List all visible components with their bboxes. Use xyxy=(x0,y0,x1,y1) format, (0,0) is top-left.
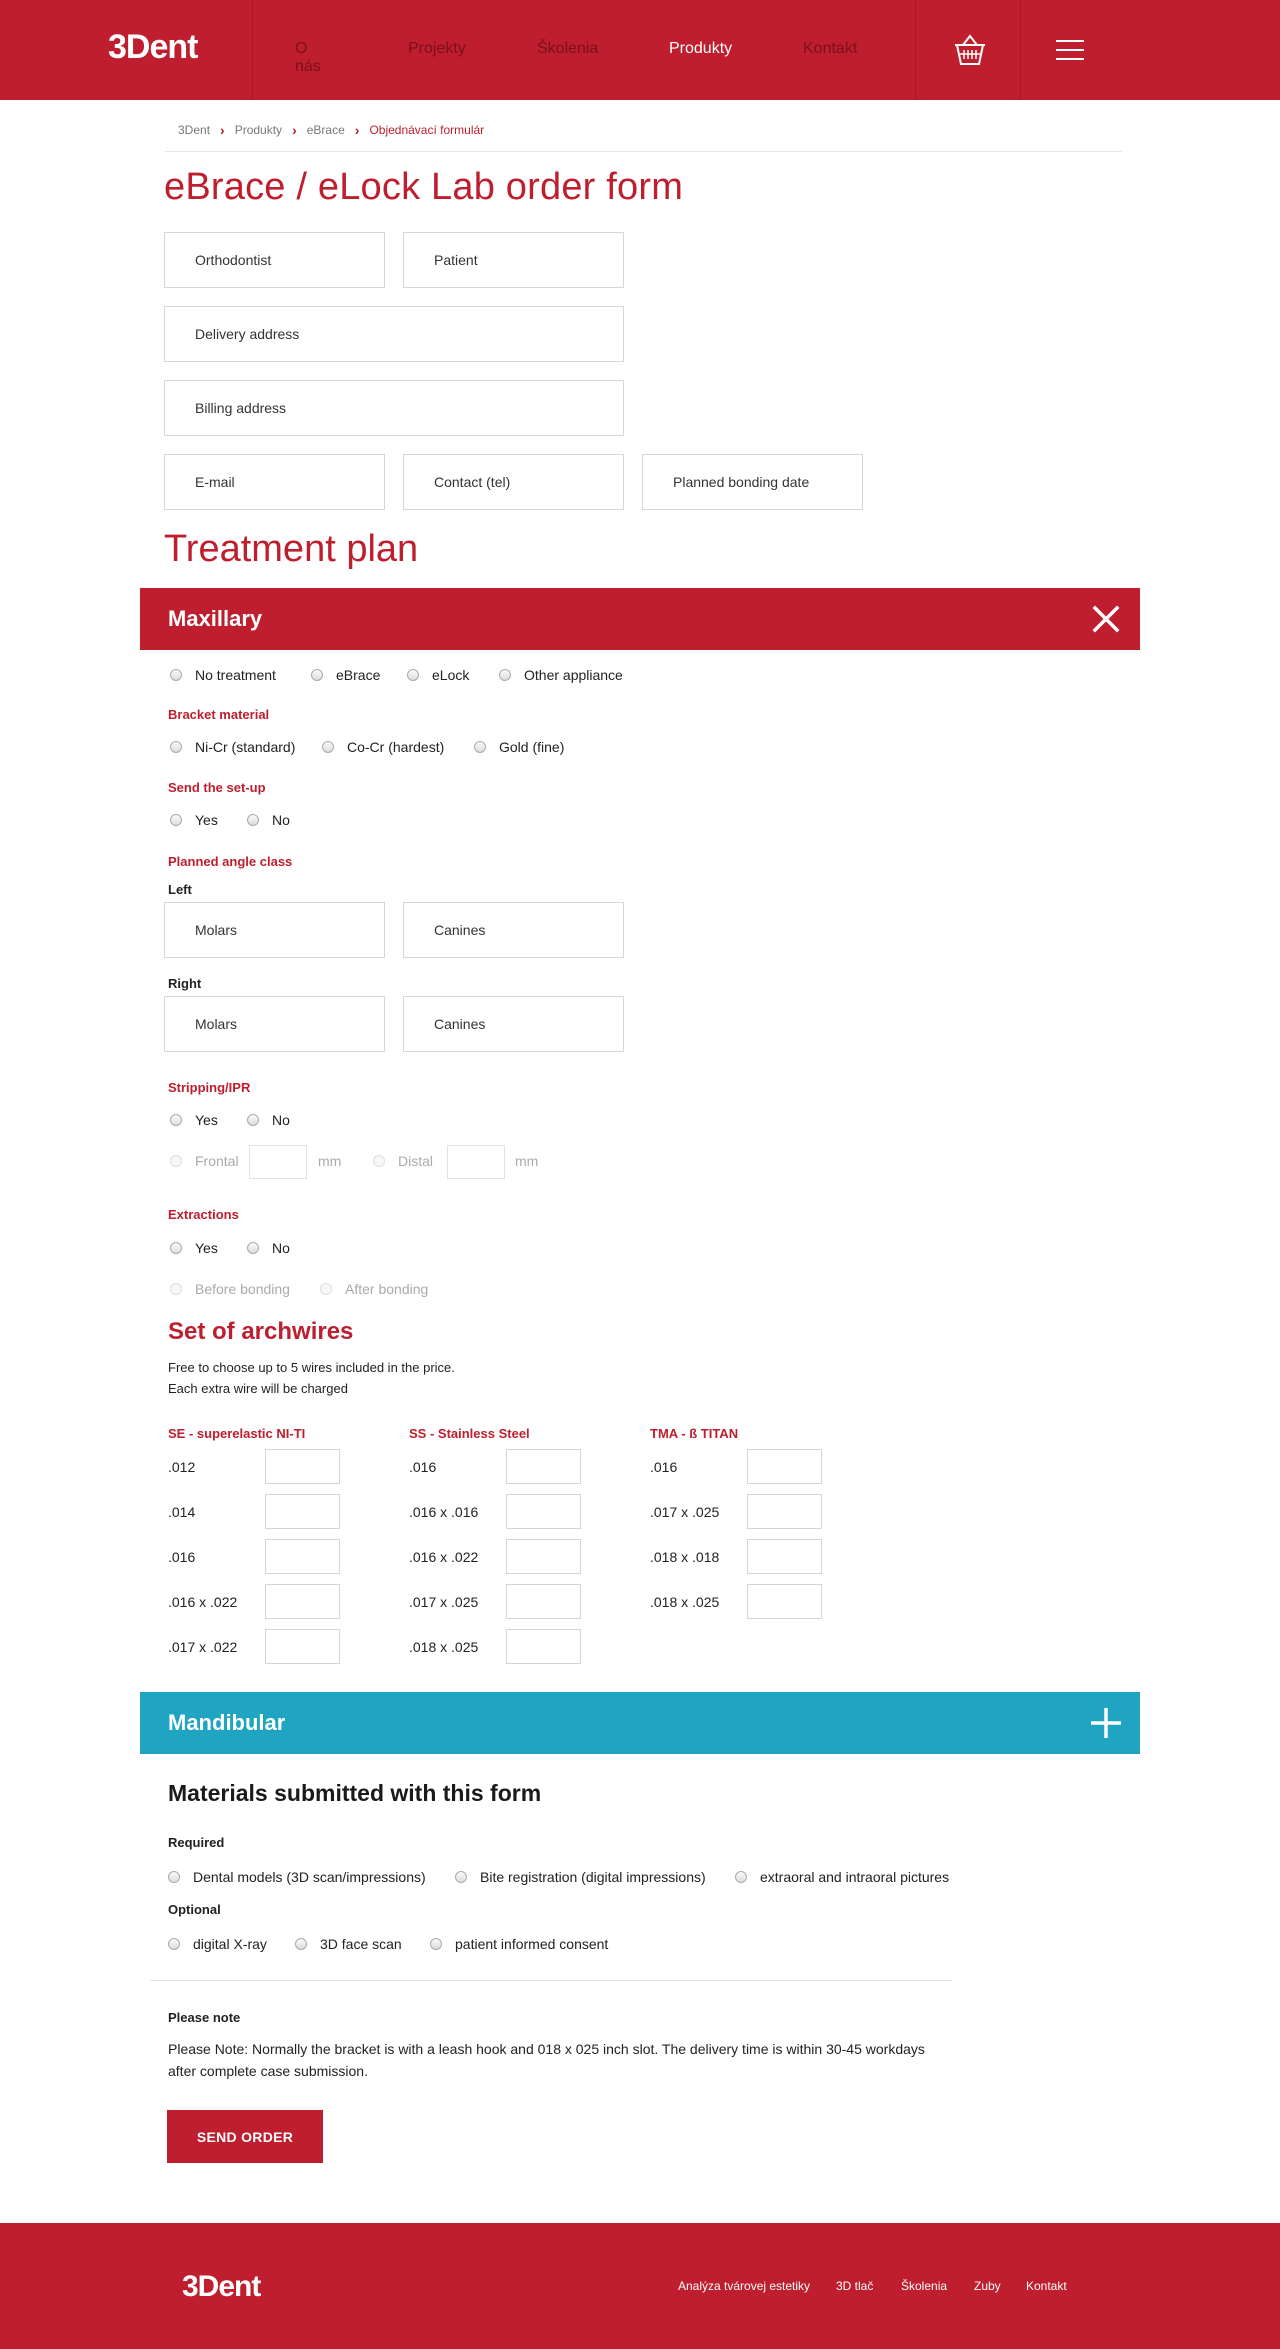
radio-label: After bonding xyxy=(345,1281,429,1297)
radio-icon[interactable] xyxy=(430,1938,442,1950)
appliance-radio[interactable] xyxy=(407,667,469,683)
chevron-right-icon: › xyxy=(354,122,360,138)
wire-size-label: .016 xyxy=(409,1459,437,1475)
extractions-no-radio[interactable] xyxy=(247,1240,290,1256)
radio-label: patient informed consent xyxy=(455,1936,609,1952)
orthodontist-field[interactable]: Orthodontist xyxy=(164,232,385,288)
footer-link[interactable]: 3D tlač xyxy=(836,2279,874,2293)
wire-size-label: .012 xyxy=(168,1459,196,1475)
wire-size-label: .016 x .016 xyxy=(409,1504,479,1520)
radio-label: No xyxy=(272,812,290,828)
radio-icon[interactable] xyxy=(170,1114,182,1126)
stripping-label: Stripping/IPR xyxy=(168,1080,251,1095)
distal-mm-input[interactable] xyxy=(447,1145,505,1179)
distal-radio[interactable] xyxy=(373,1153,433,1169)
contact-tel-field[interactable]: Contact (tel) xyxy=(403,454,624,510)
radio-icon[interactable] xyxy=(170,741,182,753)
chevron-right-icon: › xyxy=(220,122,225,138)
nav-item-o-nas[interactable]: O nás xyxy=(295,40,321,75)
radio-icon[interactable] xyxy=(170,669,182,681)
patient-field[interactable]: Patient xyxy=(403,232,624,288)
radio-label: Dental models (3D scan/impressions) xyxy=(193,1869,426,1885)
wire-quantity-input[interactable] xyxy=(265,1584,340,1619)
wire-quantity-input[interactable] xyxy=(506,1449,581,1484)
wire-quantity-input[interactable] xyxy=(506,1584,581,1619)
send-order-button[interactable]: SEND ORDER xyxy=(167,2110,323,2163)
radio-label: Before bonding xyxy=(195,1281,290,1297)
radio-icon[interactable] xyxy=(170,1155,182,1167)
radio-icon[interactable] xyxy=(295,1938,307,1950)
radio-icon[interactable] xyxy=(407,669,419,681)
wire-size-label: .017 x .025 xyxy=(409,1594,479,1610)
radio-label: No xyxy=(272,1240,290,1256)
after-bonding-radio[interactable] xyxy=(320,1281,428,1297)
bracket-material-radio[interactable] xyxy=(170,739,295,755)
please-note-label: Please note xyxy=(168,2010,241,2025)
radio-icon[interactable] xyxy=(735,1871,747,1883)
page-title: eBrace / eLock Lab order form xyxy=(164,166,684,208)
radio-label: 3D face scan xyxy=(320,1936,402,1952)
optional-material-radio[interactable] xyxy=(168,1936,267,1952)
radio-icon[interactable] xyxy=(499,669,511,681)
unit-label: mm xyxy=(318,1153,342,1169)
bracket-material-label: Bracket material xyxy=(168,707,270,722)
panel-title: Maxillary xyxy=(168,606,263,631)
wire-group-title: SS - Stainless Steel xyxy=(409,1426,530,1441)
nav-item-skolenia[interactable]: Školenia xyxy=(537,40,599,57)
menu-icon[interactable] xyxy=(1056,40,1084,60)
appliance-radio[interactable] xyxy=(170,667,276,683)
radio-icon[interactable] xyxy=(320,1283,332,1295)
wire-size-label: .016 x .022 xyxy=(168,1594,238,1610)
nav-item-produkty[interactable]: Produkty xyxy=(669,40,733,57)
radio-label: Yes xyxy=(195,1112,218,1128)
right-molars-field[interactable]: Molars xyxy=(164,996,385,1052)
radio-icon[interactable] xyxy=(168,1871,180,1883)
wire-quantity-input[interactable] xyxy=(265,1449,340,1484)
billing-address-field[interactable]: Billing address xyxy=(164,380,624,436)
section-title: Treatment plan xyxy=(164,528,419,570)
breadcrumb xyxy=(178,122,484,138)
radio-icon[interactable] xyxy=(170,814,182,826)
radio-label: Yes xyxy=(195,812,218,828)
archwires-note: Each extra wire will be charged xyxy=(168,1381,348,1396)
radio-icon[interactable] xyxy=(170,1283,182,1295)
maxillary-panel-header[interactable] xyxy=(140,588,1140,650)
radio-label: Co-Cr (hardest) xyxy=(347,739,445,755)
radio-label: No treatment xyxy=(195,667,276,683)
radio-icon[interactable] xyxy=(247,814,259,826)
footer-logo[interactable]: 3Dent xyxy=(182,2270,261,2303)
optional-material-radio[interactable] xyxy=(295,1936,402,1952)
wire-quantity-input[interactable] xyxy=(747,1449,822,1484)
bonding-date-field[interactable]: Planned bonding date xyxy=(642,454,863,510)
archwires-title: Set of archwires xyxy=(168,1318,354,1345)
radio-label: eLock xyxy=(432,667,470,683)
required-label: Required xyxy=(168,1835,225,1850)
breadcrumb-current: Objednávací formulár xyxy=(369,123,485,137)
breadcrumb-item[interactable]: 3Dent xyxy=(178,123,211,137)
right-canines-field[interactable]: Canines xyxy=(403,996,624,1052)
radio-label: extraoral and intraoral pictures xyxy=(760,1869,950,1885)
optional-material-radio[interactable] xyxy=(430,1936,608,1952)
radio-label: Other appliance xyxy=(524,667,623,683)
radio-icon[interactable] xyxy=(455,1871,467,1883)
radio-label: No xyxy=(272,1112,290,1128)
divider xyxy=(165,151,1122,152)
archwires-note: Free to choose up to 5 wires included in the price. xyxy=(168,1360,455,1375)
left-canines-field[interactable]: Canines xyxy=(403,902,624,958)
before-bonding-radio[interactable] xyxy=(170,1281,290,1297)
radio-icon[interactable] xyxy=(170,1242,182,1254)
close-icon[interactable] xyxy=(1090,603,1122,635)
left-molars-field[interactable]: Molars xyxy=(164,902,385,958)
required-material-radio[interactable] xyxy=(735,1869,949,1885)
delivery-address-field[interactable]: Delivery address xyxy=(164,306,624,362)
radio-icon[interactable] xyxy=(247,1242,259,1254)
divider xyxy=(150,1980,952,1981)
setup-no-radio[interactable] xyxy=(247,812,290,828)
site-logo[interactable]: 3Dent xyxy=(108,28,198,66)
chevron-right-icon: › xyxy=(292,122,297,138)
plus-icon[interactable] xyxy=(1090,1707,1122,1739)
breadcrumb-item[interactable]: eBrace xyxy=(306,123,345,137)
email-field[interactable]: E-mail xyxy=(164,454,385,510)
radio-label: Frontal xyxy=(195,1153,239,1169)
wire-size-label: .018 x .025 xyxy=(650,1594,720,1610)
nav-item-projekty[interactable]: Projekty xyxy=(408,40,466,57)
radio-label: Bite registration (digital impressions) xyxy=(480,1869,706,1885)
wire-size-label: .016 x .022 xyxy=(409,1549,479,1565)
stripping-yes-radio[interactable] xyxy=(170,1112,218,1128)
wire-size-label: .016 xyxy=(168,1549,196,1565)
setup-yes-radio[interactable] xyxy=(170,812,218,828)
extractions-label: Extractions xyxy=(168,1207,239,1222)
radio-label: digital X-ray xyxy=(193,1936,267,1952)
required-material-radio[interactable] xyxy=(168,1869,426,1885)
radio-label: eBrace xyxy=(336,667,381,683)
optional-label: Optional xyxy=(168,1902,221,1917)
wire-quantity-input[interactable] xyxy=(506,1494,581,1529)
wire-size-label: .018 x .018 xyxy=(650,1549,720,1565)
frontal-mm-input[interactable] xyxy=(249,1145,307,1179)
wire-group-title: TMA - ß TITAN xyxy=(650,1426,739,1441)
radio-icon[interactable] xyxy=(322,741,334,753)
wire-quantity-input[interactable] xyxy=(747,1539,822,1574)
materials-title: Materials submitted with this form xyxy=(168,1780,542,1806)
nav-item-kontakt[interactable]: Kontakt xyxy=(803,40,858,57)
extractions-yes-radio[interactable] xyxy=(170,1240,218,1256)
stripping-no-radio[interactable] xyxy=(247,1112,290,1128)
left-label: Left xyxy=(168,882,192,897)
mandibular-panel-header[interactable] xyxy=(140,1692,1140,1754)
radio-label: Gold (fine) xyxy=(499,739,565,755)
radio-label: Yes xyxy=(195,1240,218,1256)
wire-quantity-input[interactable] xyxy=(265,1539,340,1574)
radio-icon[interactable] xyxy=(247,1114,259,1126)
frontal-radio[interactable] xyxy=(170,1153,239,1169)
appliance-radio[interactable] xyxy=(311,667,380,683)
site-header xyxy=(0,0,1280,100)
bracket-material-radio[interactable] xyxy=(474,739,564,755)
wire-size-label: .017 x .022 xyxy=(168,1639,238,1655)
radio-icon[interactable] xyxy=(474,741,486,753)
footer-link[interactable]: Zuby xyxy=(974,2279,1001,2293)
wire-quantity-input[interactable] xyxy=(747,1584,822,1619)
radio-label: Ni-Cr (standard) xyxy=(195,739,296,755)
site-footer xyxy=(0,2223,1280,2349)
wire-size-label: .018 x .025 xyxy=(409,1639,479,1655)
radio-label: Distal xyxy=(398,1153,434,1169)
wire-quantity-input[interactable] xyxy=(265,1629,340,1664)
unit-label: mm xyxy=(515,1153,539,1169)
wire-quantity-input[interactable] xyxy=(506,1629,581,1664)
appliance-radio[interactable] xyxy=(499,667,623,683)
radio-icon[interactable] xyxy=(311,669,323,681)
wire-size-label: .017 x .025 xyxy=(650,1504,720,1520)
right-label: Right xyxy=(168,976,202,991)
wire-quantity-input[interactable] xyxy=(747,1494,822,1529)
bracket-material-radio[interactable] xyxy=(322,739,444,755)
footer-link[interactable]: Analýza tvárovej estetiky xyxy=(678,2279,811,2293)
wire-group-title: SE - superelastic NI-TI xyxy=(168,1426,306,1441)
panel-title: Mandibular xyxy=(168,1710,286,1735)
basket-icon[interactable] xyxy=(953,34,987,66)
wire-quantity-input[interactable] xyxy=(506,1539,581,1574)
radio-icon[interactable] xyxy=(373,1155,385,1167)
footer-link[interactable]: Kontakt xyxy=(1026,2279,1067,2293)
required-material-radio[interactable] xyxy=(455,1869,706,1885)
please-note-text: Please Note: Normally the bracket is with a leash hook and 018 x 025 inch slot. The delivery time is within 30-45 workdays after complete case submission. xyxy=(168,2041,925,2079)
header-divider xyxy=(915,0,916,100)
breadcrumb-item[interactable]: Produkty xyxy=(234,123,283,137)
setup-label: Send the set-up xyxy=(168,780,266,795)
wire-size-label: .014 xyxy=(168,1504,196,1520)
footer-link[interactable]: Školenia xyxy=(901,2279,948,2293)
radio-icon[interactable] xyxy=(168,1938,180,1950)
wire-quantity-input[interactable] xyxy=(265,1494,340,1529)
header-divider xyxy=(252,0,253,100)
header-divider xyxy=(1020,0,1021,100)
wire-size-label: .016 xyxy=(650,1459,678,1475)
angle-class-label: Planned angle class xyxy=(168,854,293,869)
